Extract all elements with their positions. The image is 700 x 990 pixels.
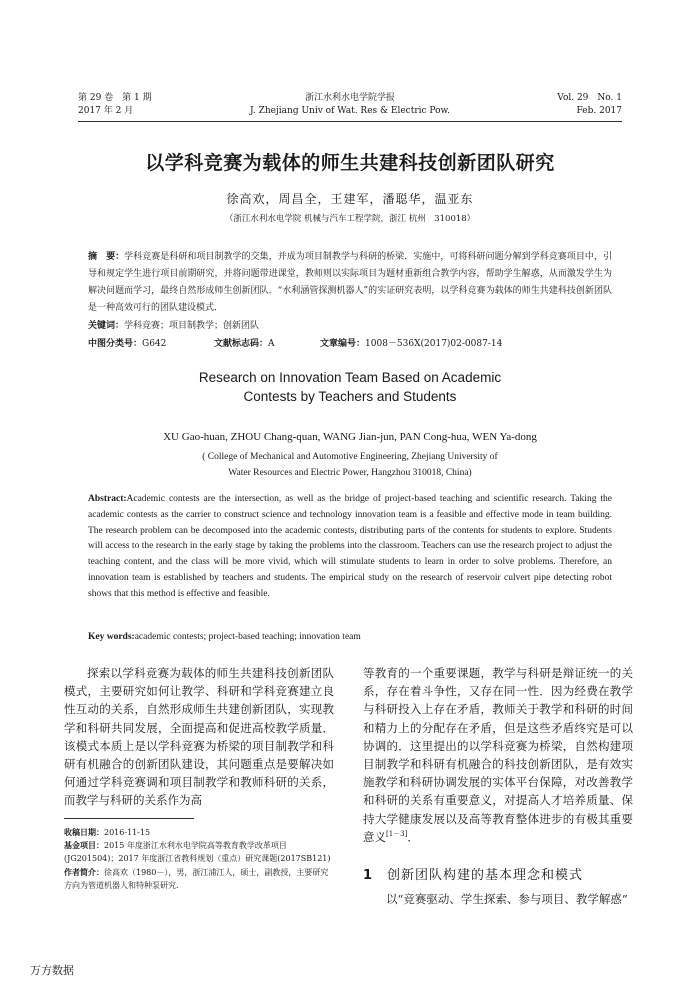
affiliation-en-line1: ( College of Mechanical and Automotive Engineering, Zhejiang University of	[202, 452, 498, 462]
journal-volume-info	[78, 92, 152, 118]
paper-title-en-line2: Contests by Teachers and Students	[243, 389, 457, 404]
abstract-en-label: Abstract:	[88, 494, 127, 504]
abstract-en	[88, 492, 612, 603]
keywords-cn-label: 关键词：	[88, 321, 125, 331]
fund-value: 2015 年度浙江水利水电学院高等教育教学改革项目(JG201504)；2017 年度浙江省教科规划（重点）研究课题(2017SB121)	[64, 841, 331, 864]
paper-title-en	[100, 368, 600, 406]
clc-value: G642	[142, 339, 167, 349]
journal-name-cn: 浙江水利水电学院学报	[304, 93, 395, 103]
section-heading-1	[363, 864, 583, 883]
body-column-right	[363, 664, 633, 846]
affiliation-en	[100, 449, 600, 481]
article-number	[320, 336, 502, 349]
body-right-end: ．	[407, 829, 419, 844]
citation-ref: [1－3]	[386, 830, 408, 838]
keywords-en-text: academic contests; project-based teaching; innovation team	[134, 632, 361, 642]
publication-date-cn: 2017 年 2 月	[78, 106, 134, 116]
body-paragraph-continued	[363, 664, 633, 846]
keywords-en	[88, 632, 361, 642]
abstract-cn-text: 学科竞赛是科研和项目制教学的交集，并成为项目制教学与科研的桥梁．实施中，可将科研问题分解到学科竞赛项目中，引导和规定学生进行项目前期研究，并将问题带进课堂，教师则以实际项目为题材重新组合教学内容，帮助学生解惑，从而激发学生为解决问题而学习，最终自然形成师生创新团队．“水利涵管探测机器人”的实证研究表明，以学科竞赛为载体的师生共建科技创新团队是一种高效可行的团队建设模式．	[88, 252, 612, 313]
document-code	[214, 336, 275, 349]
doc-code-label: 文献标志码：	[214, 339, 269, 349]
section1-first-line: 以“竞赛驱动、学生探索、参与项目、教学解惑”	[386, 892, 628, 906]
keywords-cn	[88, 318, 259, 331]
body-paragraph: 探索以学科竞赛为载体的师生共建科技创新团队模式，主要研究如何让教学、科研和学科竞赛建立良性互动的关系，自然形成师生共建创新团队，实现教学和科研共同发展，全面提高和促进高校教学质量．该模式本质上是以学科竞赛为桥梁的项目制教学和科研有机融合的创新团队建设，其问题重点是要解决如何通过学科竞赛调和项目制教学和教师科研的关系，而教学与科研的关系作为高	[64, 666, 334, 808]
wanfang-watermark: 万方数据	[30, 964, 74, 977]
footnote-divider	[64, 818, 194, 819]
article-number-label: 文章编号：	[320, 339, 366, 349]
author-bio-label: 作者简介：	[64, 867, 104, 877]
footnotes	[64, 826, 334, 892]
section-number: 1	[363, 868, 374, 883]
body-column-left	[64, 664, 334, 810]
affiliation-cn: （浙江水利水电学院 机械与汽车工程学院，浙江 杭州 310018）	[224, 214, 476, 224]
journal-name-en: J. Zhejiang Univ of Wat. Res & Electric Pow.	[249, 106, 451, 116]
header-divider	[78, 121, 622, 122]
journal-name	[200, 92, 500, 118]
authors-en: XU Gao-huan, ZHOU Chang-quan, WANG Jian-jun, PAN Cong-hua, WEN Ya-dong	[163, 431, 537, 443]
publication-date-en: Feb. 2017	[576, 106, 622, 116]
doc-code-value: A	[268, 339, 275, 349]
section-title: 创新团队构建的基本理念和模式	[387, 868, 584, 883]
body-right-text: 等教育的一个重要课题，教学与科研是辩证统一的关系，存在着斗争性，又存在同一性．因为经费在教学与科研投入上存在矛盾，教师关于教学和科研的时间和精力上的分配存在矛盾，但是这些矛盾终究是可以协调的．这里提出的以学科竞赛为桥梁，自然构建项目制教学和科研有机融合的科技创新团队，是有效实施教学和科研协调发展的实体平台保障，对改善教学和科研的关系有重要意义，对提高人才培养质量、保持大学健康发展以及高等教育整体进步的有极其重要意义	[363, 666, 633, 844]
received-value: 2016-11-15	[104, 828, 151, 837]
footnote-author	[64, 866, 334, 892]
abstract-cn	[88, 249, 612, 317]
article-number-value: 1008－536X(2017)02-0087-14	[365, 339, 503, 349]
journal-volume-info-en	[557, 92, 622, 118]
footnote-fund	[64, 839, 334, 865]
keywords-en-label: Key words:	[88, 632, 135, 642]
fund-label: 基金项目：	[64, 841, 104, 851]
abstract-cn-label: 摘 要：	[88, 252, 125, 262]
footnote-received	[64, 826, 334, 839]
received-label: 收稿日期：	[64, 828, 104, 837]
volume-issue-en: Vol. 29 No. 1	[557, 93, 622, 103]
affiliation-en-line2: Water Resources and Electric Power, Hangzhou 310018, China)	[228, 468, 472, 478]
authors-cn: 徐高欢，周昌全，王建军，潘聪华，温亚东	[226, 192, 474, 206]
volume-issue: 第 29 卷 第 1 期	[78, 93, 152, 103]
clc-label: 中图分类号：	[88, 339, 143, 349]
paper-title-cn: 以学科竞赛为载体的师生共建科技创新团队研究	[145, 152, 555, 174]
abstract-en-text: Academic contests are the intersection, as well as the bridge of project-based teaching and scientific research. Taking the academic contests as the carrier to construct science and technology innovation team is a feasible and effective mode in team building. The research problem can be decomposed into the academic contests, distributing parts of the contents for students to explore. Students will access to the research in the early stage by taking the problems into the classroom. Teachers can use the research project to adjust the teaching content, and the class will be more vivid, which will stimulate students to learn in order to solve problems. Therefore, an innovation team is established by teachers and students. The empirical study on the research of reservoir culvert pipe detecting robot shows that this method is effective and feasible.	[88, 494, 612, 599]
clc-number	[88, 336, 166, 349]
keywords-cn-text: 学科竞赛；项目制教学；创新团队	[124, 321, 260, 331]
author-bio-value: 徐高欢（1980－），男，浙江浦江人，硕士，副教授，主要研究方向为管道机器人和特种泵研究．	[64, 867, 329, 890]
paper-title-en-line1: Research on Innovation Team Based on Academic	[198, 370, 502, 385]
